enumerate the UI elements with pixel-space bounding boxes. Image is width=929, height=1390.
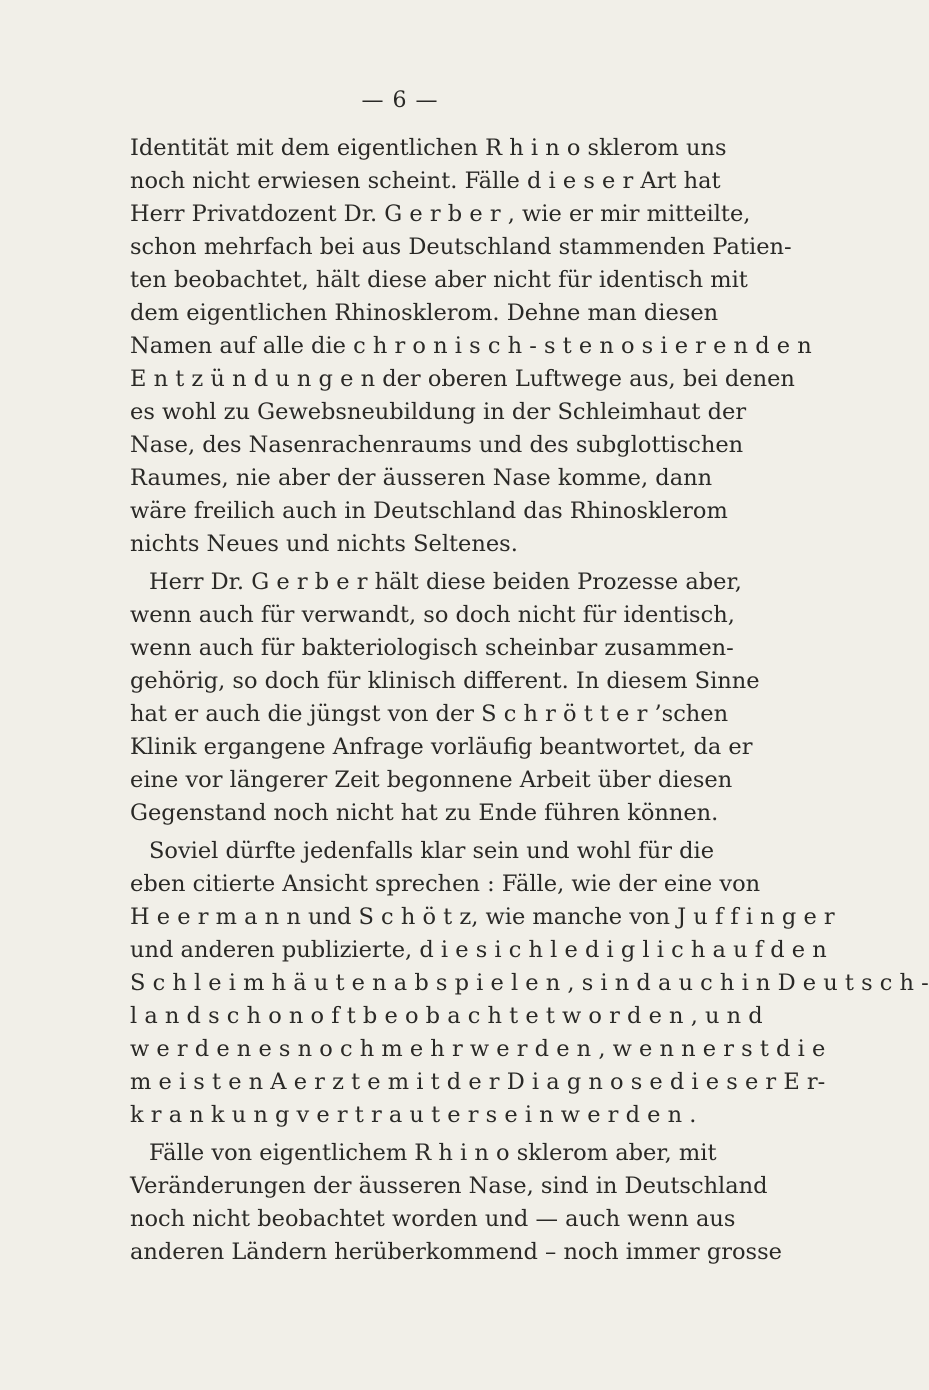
- text-line: hat er auch die jüngst von der S c h r ö t t e r ’schen: [130, 701, 729, 727]
- text-line: Fälle von eigentlichem R h i n o sklerom aber, mit: [149, 1140, 717, 1166]
- text-line: wäre freilich auch in Deutschland das Rhinosklerom: [130, 498, 728, 524]
- text-line: w e r d e n e s n o c h m e h r w e r d e n , w e n n e r s t d i e: [130, 1036, 826, 1062]
- text-line: Nase, des Nasenrachenraums und des subglottischen: [130, 432, 744, 458]
- text-line: Raumes, nie aber der äusseren Nase komme, dann: [130, 465, 713, 491]
- text-line: Soviel dürfte jedenfalls klar sein und wohl für die: [149, 838, 715, 864]
- text-line: Namen auf alle die c h r o n i s c h - s t e n o s i e r e n d e n: [130, 333, 812, 359]
- text-line: E n t z ü n d u n g e n der oberen Luftwege aus, bei denen: [130, 366, 795, 392]
- text-line: Identität mit dem eigentlichen R h i n o sklerom uns: [130, 135, 727, 161]
- text-line: wenn auch für verwandt, so doch nicht für identisch,: [130, 602, 735, 628]
- text-line: Veränderungen der äusseren Nase, sind in Deutschland: [130, 1173, 768, 1199]
- text-line: S c h l e i m h ä u t e n a b s p i e l e n , s i n d a u c h i n D e u t s c h -: [130, 970, 929, 996]
- text-line: Herr Privatdozent Dr. G e r b e r , wie er mir mitteilte,: [130, 201, 751, 227]
- text-line: k r a n k u n g v e r t r a u t e r s e i n w e r d e n .: [130, 1102, 697, 1128]
- text-line: Herr Dr. G e r b e r hält diese beiden Prozesse aber,: [149, 569, 742, 595]
- text-line: eine vor längerer Zeit begonnene Arbeit über diesen: [130, 767, 733, 793]
- text-line: es wohl zu Gewebsneubildung in der Schleimhaut der: [130, 399, 747, 425]
- text-line: Gegenstand noch nicht hat zu Ende führen können.: [130, 800, 719, 826]
- text-line: noch nicht erwiesen scheint. Fälle d i e s e r Art hat: [130, 168, 721, 194]
- text-line: l a n d s c h o n o f t b e o b a c h t e t w o r d e n , u n d: [130, 1003, 763, 1029]
- page-number: — 6 —: [361, 88, 439, 113]
- text-line: eben citierte Ansicht sprechen : Fälle, wie der eine von: [130, 871, 761, 897]
- text-line: m e i s t e n A e r z t e m i t d e r D i a g n o s e d i e s e r E r-: [130, 1069, 826, 1095]
- text-line: nichts Neues und nichts Seltenes.: [130, 531, 518, 557]
- text-line: schon mehrfach bei aus Deutschland stammenden Patien-: [130, 234, 792, 260]
- text-line: dem eigentlichen Rhinosklerom. Dehne man diesen: [130, 300, 719, 326]
- text-line: Klinik ergangene Anfrage vorläufig beantwortet, da er: [130, 734, 753, 760]
- text-line: anderen Ländern herüberkommend – noch immer grosse: [130, 1239, 782, 1265]
- text-line: und anderen publizierte, d i e s i c h l e d i g l i c h a u f d e n: [130, 937, 827, 963]
- text-line: wenn auch für bakteriologisch scheinbar zusammen-: [130, 635, 734, 661]
- text-line: noch nicht beobachtet worden und — auch wenn aus: [130, 1206, 736, 1232]
- text-line: gehörig, so doch für klinisch different. In diesem Sinne: [130, 668, 760, 694]
- text-line: ten beobachtet, hält diese aber nicht für identisch mit: [130, 267, 748, 293]
- text-line: H e e r m a n n und S c h ö t z, wie manche von J u f f i n g e r: [130, 904, 835, 930]
